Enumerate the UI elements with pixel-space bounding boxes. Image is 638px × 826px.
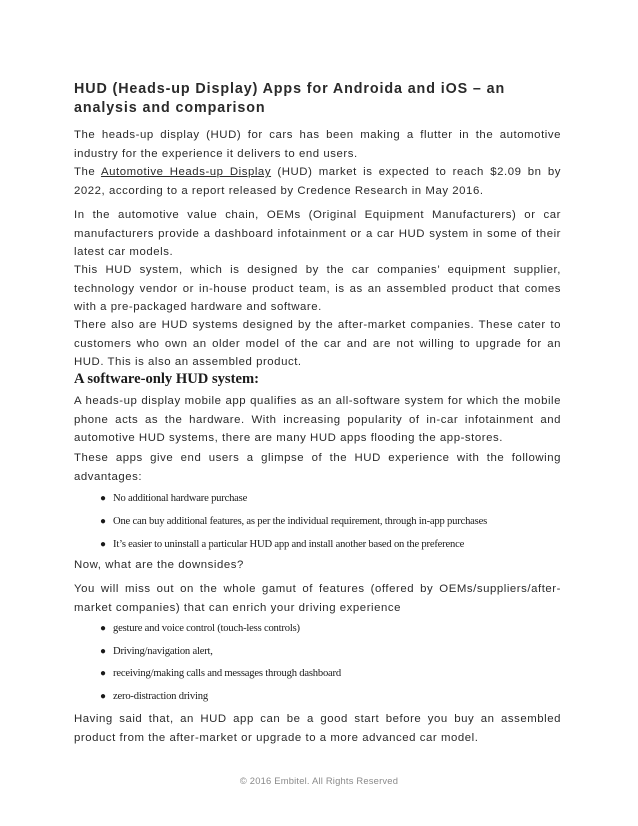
- list-item-advantage: [100, 538, 464, 552]
- paragraph-market: [74, 163, 561, 200]
- list-item-advantage: [100, 515, 487, 529]
- bullet-icon: ●: [100, 539, 106, 550]
- list-item-text: Driving/navigation alert,: [113, 646, 213, 657]
- list-item-text: It’s easier to uninstall a particular HUD app and install another based on the preference: [113, 539, 465, 550]
- paragraph-value-chain: In the automotive value chain, OEMs (Original Equipment Manufacturers) or car manufacturers provide a dashboard infotainment or a car HUD system in some of their latest car models.: [74, 209, 561, 258]
- bullet-icon: ●: [100, 516, 106, 527]
- section-heading-software-only: A software-only HUD system:: [74, 371, 259, 387]
- paragraph-market-suffix: (HUD) market is expected to reach $2.09 bn by 2022, according to a report released by Credence Research in May 2016.: [74, 166, 561, 197]
- list-item-text: receiving/making calls and messages through dashboard: [113, 668, 341, 679]
- paragraph-after-market: There also are HUD systems designed by the after-market companies. These cater to customers who own an older model of the car and are not willing to upgrade for an HUD. This is also an assembled product.: [74, 319, 561, 368]
- list-item-text: One can buy additional features, as per the individual requirement, through in-app purchases: [113, 516, 488, 527]
- automotive-hud-link[interactable]: Automotive Heads-up Display: [100, 166, 272, 178]
- paragraph-market-prefix: The: [74, 166, 101, 178]
- paragraph-hud-system: This HUD system, which is designed by the car companies’ equipment supplier, technology vendor or in-house product team, is as an assembled product that comes with a pre-packaged hardware and software.: [74, 264, 561, 313]
- bullet-icon: ●: [100, 646, 106, 657]
- list-item-text: zero-distraction driving: [113, 691, 208, 702]
- list-item-downside: [100, 622, 300, 636]
- paragraph-intro: The heads-up display (HUD) for cars has been making a flutter in the automotive industry for the experience it delivers to end users.: [74, 129, 561, 160]
- list-item-advantage: [100, 492, 247, 506]
- list-item-text: No additional hardware purchase: [113, 493, 248, 504]
- list-item-downside: [100, 667, 341, 681]
- list-item-downside: [100, 645, 213, 659]
- page-title: HUD (Heads-up Display) Apps for Androida and iOS – an analysis and comparison: [74, 81, 506, 116]
- paragraph-conclusion: Having said that, an HUD app can be a good start before you buy an assembled product from the after-market or upgrade to a more advanced car model.: [74, 713, 561, 744]
- list-item-text: gesture and voice control (touch-less controls): [113, 623, 300, 634]
- page-footer: © 2016 Embitel. All Rights Reserved: [239, 775, 399, 786]
- bullet-icon: ●: [100, 668, 106, 679]
- paragraph-mobile-app: A heads-up display mobile app qualifies as an all-software system for which the mobile phone acts as the hardware. With increasing popularity of in-car infotainment and automotive HUD systems, there are many HUD apps flooding the app-stores.: [74, 395, 561, 444]
- bullet-icon: ●: [100, 623, 106, 634]
- paragraph-downsides-question: Now, what are the downsides?: [74, 559, 244, 571]
- bullet-icon: ●: [100, 493, 106, 504]
- list-item-downside: [100, 690, 208, 704]
- paragraph-advantages-intro: These apps give end users a glimpse of the HUD experience with the following advantages:: [74, 452, 561, 483]
- bullet-icon: ●: [100, 691, 106, 702]
- paragraph-miss-out: You will miss out on the whole gamut of features (offered by OEMs/suppliers/after-market companies) that can enrich your driving experience: [74, 583, 561, 614]
